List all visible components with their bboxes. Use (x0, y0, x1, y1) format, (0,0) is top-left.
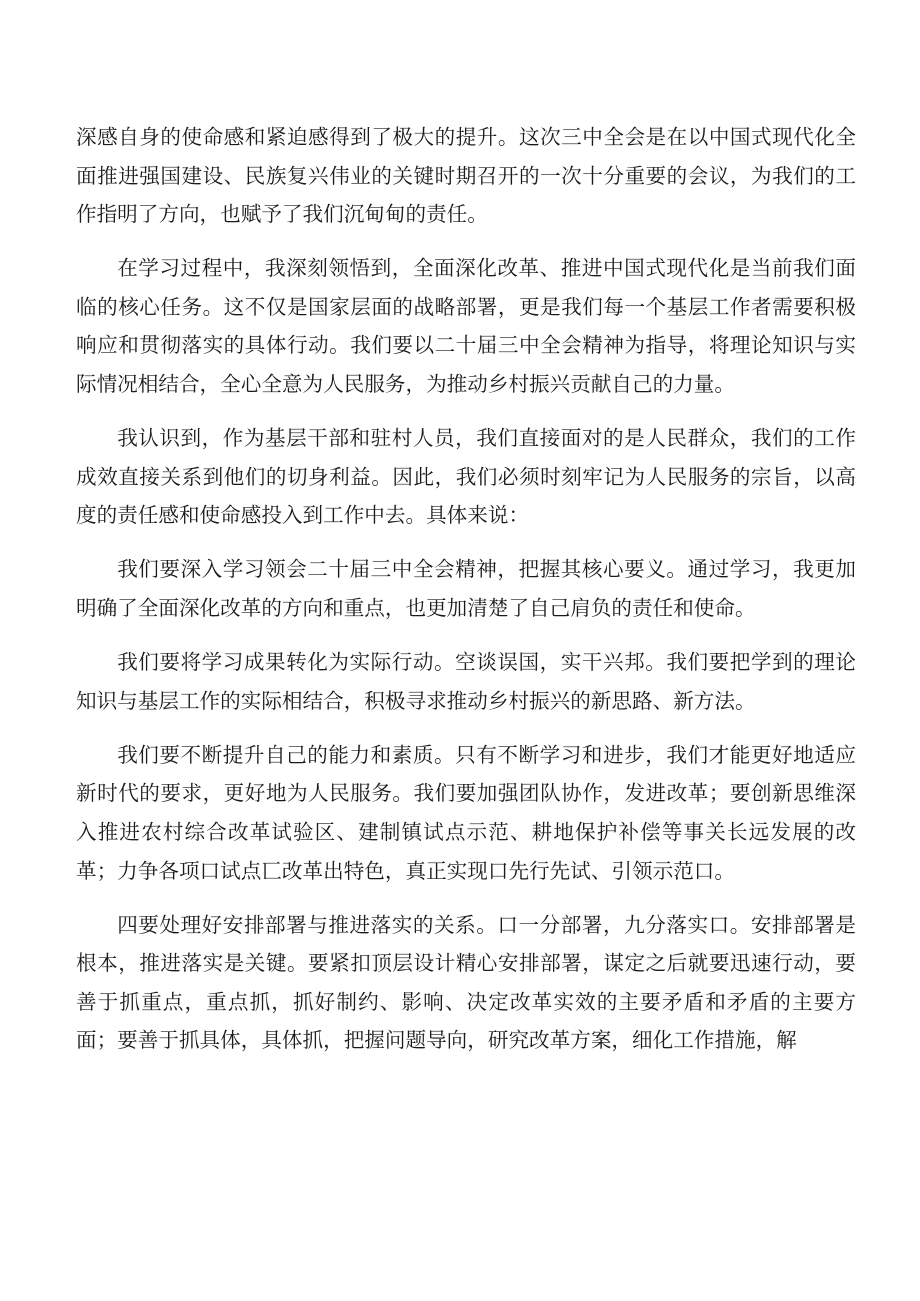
paragraph-4: 我们要深入学习领会二十届三中全会精神，把握其核心要义。通过学习，我更加明确了全面深化改革的方向和重点，也更加清楚了自己肩负的责任和使命。 (76, 557, 856, 621)
paragraph-6: 我们要不断提升自己的能力和素质。只有不断学习和进步，我们才能更好地适应新时代的要求，更好地为人民服务。我们要加强团队协作，发进改革；要创新思维深入推进农村综合改革试验区、建制镇试点示范、耕地保护补偿等事关长远发展的改革；力争各项口试点匸改革出特色，真正实现口先行先试、引领示范口。 (76, 742, 856, 883)
paragraph-2: 在学习过程中，我深刻领悟到，全面深化改革、推进中国式现代化是当前我们面临的核心任务。这不仅是国家层面的战略部署，更是我们每一个基层工作者需要积极响应和贯彻落实的具体行动。我们要以二十届三中全会精神为指导，将理论知识与实际情况相结合，全心全意为人民服务，为推动乡村振兴贡献自己的力量。 (76, 256, 856, 397)
paragraph-1: 深感自身的使命感和紧迫感得到了极大的提升。这次三中全会是在以中国式现代化全面推进强国建设、民族复兴伟业的关键时期召开的一次十分重要的会议，为我们的工作指明了方向，也赋予了我们沉甸甸的责任。 (76, 125, 856, 227)
document-page (76, 118, 856, 1076)
paragraph-3: 我认识到，作为基层干部和驻村人员，我们直接面对的是人民群众，我们的工作成效直接关系到他们的切身利益。因此，我们必须时刻牢记为人民服务的宗旨，以高度的责任感和使命感投入到工作中去。具体来说： (76, 426, 856, 528)
paragraph-5: 我们要将学习成果转化为实际行动。空谈误国，实干兴邦。我们要把学到的理论知识与基层工作的实际相结合，积极寻求推动乡村振兴的新思路、新方法。 (76, 650, 856, 713)
paragraph-7: 四要处理好安排部署与推进落实的关系。口一分部署，九分落实口。安排部署是根本，推进落实是关键。要紧扣顶层设计精心安排部署，谋定之后就要迅速行动，要善于抓重点，重点抓，抓好制约、影响、决定改革实效的主要矛盾和矛盾的主要方面；要善于抓具体，具体抓，把握问题导向，研究改革方案，细化工作措施，解 (76, 912, 856, 1053)
